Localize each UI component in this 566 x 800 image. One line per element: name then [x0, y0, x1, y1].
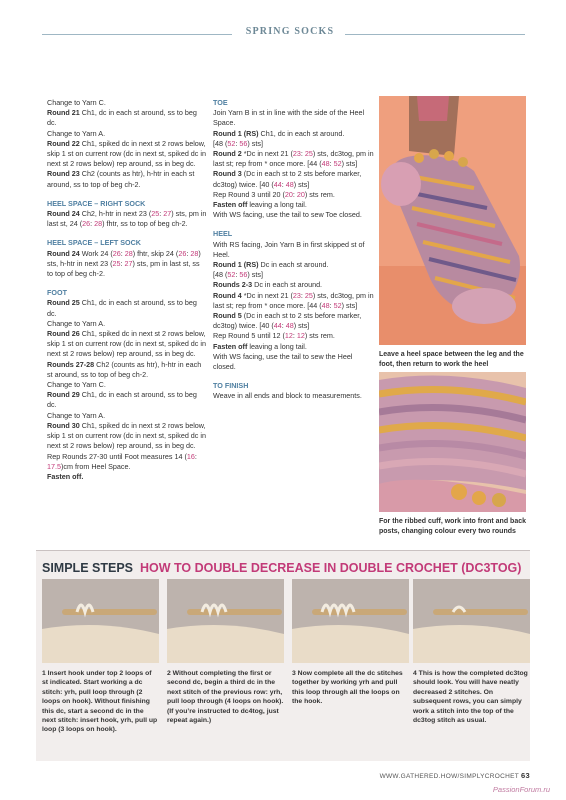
toe-sew: With WS facing, use the tail to sew Toe closed. [213, 210, 362, 220]
toe-round-2: Round 2 *Dc in next 21 (23: 25) sts, dc3tog, pm in last st; rep from * once more. [44 (48: 52) sts] [213, 149, 374, 169]
crochet-sock-photo [379, 96, 526, 345]
section-foot: FOOT [47, 288, 67, 298]
toe-round-3: Round 3 (Dc in each st to 2 sts before marker, dc3tog) twice. [40 (44: 48) sts] [213, 169, 362, 189]
round-22: Round 22 Ch1, spiked dc in next st 2 rows below, skip 1 st on current row (dc in next st, spiked dc in next st 2 rows below) rep around, ss in beg dc. [47, 138, 206, 169]
simple-steps-box [36, 550, 530, 761]
pattern-column-2 [213, 98, 376, 402]
heel-round-4: Round 4 *Dc in next 21 (23: 25) sts, dc3tog, pm in last st; rep from * once more. [44 (48: 52) sts] [213, 290, 374, 310]
crochet-hook-step-photo [413, 579, 530, 663]
page-footer [340, 771, 530, 780]
header-rule-left [42, 34, 232, 35]
crochet-hook-step-photo [42, 579, 159, 663]
step-4-text: 4 This is how the completed dc3tog should look. You will have neatly decreased 2 stitches. On subsequent rows, you can simply work a stitch into the top of the dc3tog stitch as usual. [413, 670, 528, 725]
heel-round-5: Round 5 (Dc in each st to 2 sts before marker, dc3tog) twice. [40 (44: 48) sts] [213, 311, 362, 331]
repeat-instruction: Rep Rounds 27-30 until Foot measures 14 (16: 17.5)cm from Heel Space. [47, 451, 197, 471]
section-heel-space-right: HEEL SPACE – RIGHT SOCK [47, 198, 146, 208]
round-26: Round 26 Ch1, spiked dc in next st 2 rows below, skip 1 st on current row (dc in next st, spiked dc in next st 2 rows below) rep around, ss in beg dc. [47, 329, 206, 359]
page-number: 63 [521, 771, 530, 780]
instruction-line: Change to Yarn C. [47, 98, 106, 107]
step-3-text: 3 Now complete all the dc stitches together by working yrh and pull this loop through all the loops on the hook. [292, 670, 403, 706]
heel-fasten-off: Fasten off leaving a long tail. [213, 341, 307, 351]
section-heel-space-left: HEEL SPACE – LEFT SOCK [47, 238, 141, 248]
page-header [0, 24, 566, 44]
crochet-hook-step-photo [167, 579, 284, 663]
header-rule-right [345, 34, 525, 35]
round-25: Round 25 Ch1, dc in each st around, ss to beg dc. [47, 298, 197, 318]
header-title: SPRING SOCKS [245, 26, 335, 37]
heel-count-1: [48 (52: 56) sts] [213, 270, 263, 280]
round-24-right: Round 24 Ch2, h-htr in next 23 (25: 27) sts, pm in last st, 24 (26: 28) fhtr, ss to top of beg ch-2. [47, 209, 207, 229]
rounds-27-28: Rounds 27-28 Ch2 (counts as htr), h-htr in each st around, ss to top of beg ch-2. [47, 359, 202, 379]
heel-intro: With RS facing, Join Yarn B in first skipped st of Heel. [213, 239, 365, 259]
fasten-off: Fasten off. [47, 471, 84, 481]
toe-round-1: Round 1 (RS) Ch1, dc in each st around. [213, 128, 345, 138]
section-heel: HEEL [213, 229, 233, 239]
crochet-hook-step-photo [292, 579, 409, 663]
round-21: Round 21 Ch1, dc in each st around, ss to beg dc. [47, 108, 197, 128]
heel-sew: With WS facing, use the tail to sew the Heel closed. [213, 351, 353, 372]
watermark: PassionForum.ru [492, 785, 550, 794]
toe-intro: Join Yarn B in st in line with the side of the Heel Space. [213, 108, 365, 128]
round-23: Round 23 Ch2 (counts as htr), h-htr in each st around, ss to top of beg ch-2. [47, 169, 195, 189]
round-29: Round 29 Ch1, dc in each st around, ss to beg dc. [47, 390, 197, 410]
instruction-line: Change to Yarn A. [47, 410, 106, 420]
cuff-photo [379, 372, 526, 512]
instruction-line: Change to Yarn A. [47, 128, 106, 138]
photo-caption-cuff: For the ribbed cuff, work into front and back posts, changing colour every two rounds [379, 518, 527, 535]
round-30: Round 30 Ch1, spiked dc in next st 2 rows below, skip 1 st on current row (dc in next st, spiked dc in next st 2 rows below) rep around, ss in beg dc. [47, 420, 206, 451]
step-1-text: 1 Insert hook under top 2 loops of st indicated. Start working a dc stitch: yrh, pull loop through (2 loops on hook). Without finishing this dc, start a second dc in the next stitch: insert hook, yrh, pull up loop (3 loops on hook). [42, 670, 158, 734]
step-2-text: 2 Without completing the first or second dc, begin a third dc in the next stitch of the previous row: yrh, pull loop through (4 loops on hook). (If you’re instructed to dc4tog, just repeat again.) [167, 670, 284, 725]
instruction-line: Change to Yarn A. [47, 318, 106, 328]
heel-repeat: Rep Round 5 until 12 (12: 12) sts rem. [213, 331, 335, 341]
pattern-column-1 [47, 98, 207, 482]
heel-round-1: Round 1 (RS) Dc in each st around. [213, 260, 329, 270]
simple-steps-heading: SIMPLE STEPS HOW TO DOUBLE DECREASE IN DOUBLE CROCHET (DC3TOG) [42, 561, 522, 575]
instruction-line: Change to Yarn C. [47, 380, 106, 390]
toe-count-1: [48 (52: 56) sts] [213, 138, 263, 148]
round-24-left: Round 24 Work 24 (26: 28) fhtr, skip 24 (26: 28) sts, h-htr in next 23 (25: 27) sts, pm in last st, ss to top of beg ch-2. [47, 248, 201, 279]
footer-url[interactable]: WWW.GATHERED.HOW/SIMPLYCROCHET [379, 773, 519, 780]
section-to-finish: TO FINISH [213, 381, 249, 391]
heel-rounds-2-3: Rounds 2-3 Dc in each st around. [213, 280, 323, 290]
finish-text: Weave in all ends and block to measurements. [213, 391, 362, 401]
section-toe: TOE [213, 98, 228, 107]
toe-repeat: Rep Round 3 until 20 (20: 20) sts rem. [213, 189, 335, 199]
toe-fasten-off: Fasten off leaving a long tail. [213, 200, 307, 210]
photo-caption-heel: Leave a heel space between the leg and the foot, then return to work the heel [379, 351, 524, 368]
